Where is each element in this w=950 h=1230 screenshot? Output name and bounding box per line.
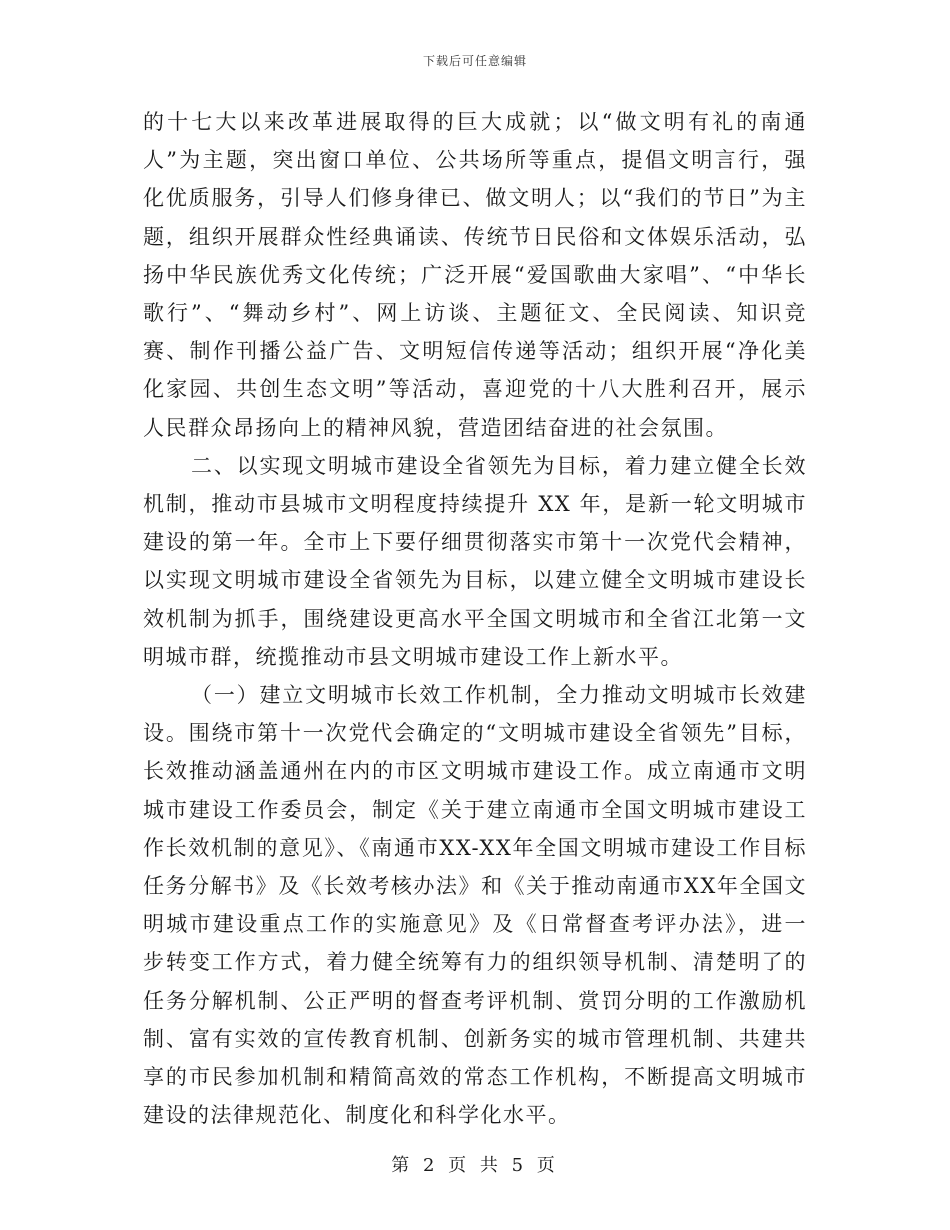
page-footer: 第 2 页 共 5 页 (391, 1155, 559, 1176)
page-header: 下载后可任意编辑 (422, 54, 527, 68)
paragraph-3: （一）建立文明城市长效工作机制，全力推动文明城市长效建设。围绕市第十一次党代会确定的“文明城市建设全省领先”目标，长效推动涵盖通州在内的市区文明城市建设工作。成立南通市文明城市建设工作委员会，制定《关于建立南通市全国文明城市建设工作长效机制的意见》、《南通市XX-XX年全国文明城市建设工作目标任务分解书》及《长效考核办法》和《关于推动南通市XX年全国文明城市建设重点工作的实施意见》及《日常督查考评办法》，进一步转变工作方式，着力健全统筹有力的组织领导机制、清楚明了的任务分解机制、公正严明的督查考评机制、赏罚分明的工作激励机制、富有实效的宣传教育机制、创新务实的城市管理机制、共建共享的市民参加机制和精简高效的常态工作机构，不断提高文明城市建设的法律规范化、制度化和科学化水平。 (143, 683, 807, 1128)
paragraph-1: 的十七大以来改革进展取得的巨大成就；以“做文明有礼的南通人”为主题，突出窗口单位、公共场所等重点，提倡文明言行，强化优质服务，引导人们修身律已、做文明人；以“我们的节日”为主题，组织开展群众性经典诵读、传统节日民俗和文体娱乐活动，弘扬中华民族优秀文化传统；广泛开展“爱国歌曲大家唱”、“中华长歌行”、“舞动乡村”、网上访谈、主题征文、全民阅读、知识竞赛、制作刊播公益广告、文明短信传递等活动；组织开展“净化美化家园、共创生态文明”等活动，喜迎党的十八大胜利召开，展示人民群众昂扬向上的精神风貌，营造团结奋进的社会氛围。 (143, 110, 807, 440)
paragraph-2: 二、以实现文明城市建设全省领先为目标，着力建立健全长效机制，推动市县城市文明程度持续提升 XX 年，是新一轮文明城市建设的第一年。全市上下要仔细贯彻落实市第十一次党代会精神，以实现文明城市建设全省领先为目标，以建立健全文明城市建设长效机制为抓手，围绕建设更高水平全国文明城市和全省江北第一文明城市群，统揽推动市县文明城市建设工作上新水平。 (143, 453, 807, 669)
document-body (143, 103, 807, 1134)
